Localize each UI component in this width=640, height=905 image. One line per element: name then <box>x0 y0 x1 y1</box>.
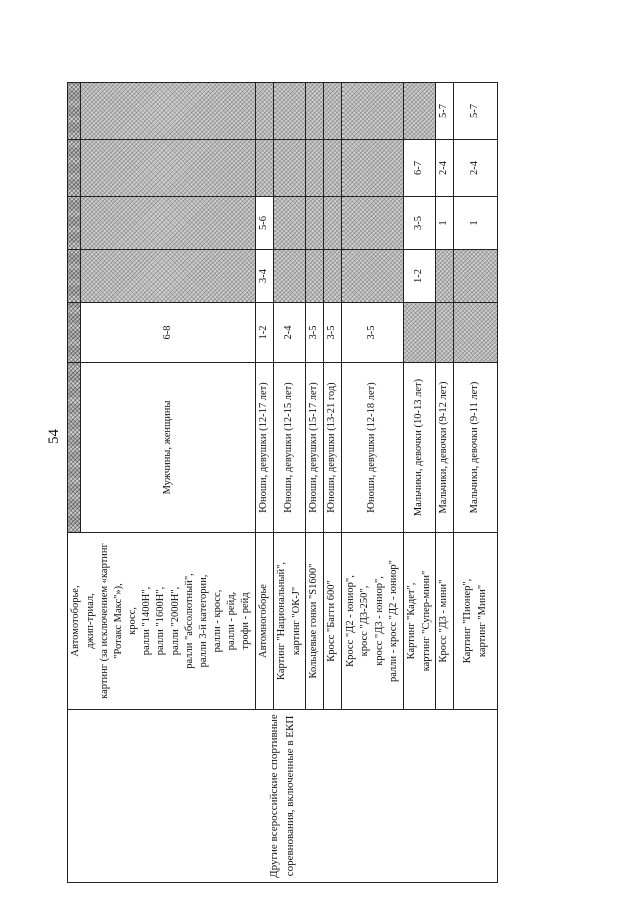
discipline-line: ралли - кросс, <box>212 589 224 653</box>
discipline-line: кросс, <box>127 607 139 635</box>
header-shade-cell <box>68 303 81 363</box>
discipline-line: ралли 3-й категории, <box>197 574 209 668</box>
discipline-line: Кольцевые гонки "S1600" <box>308 563 320 679</box>
discipline-line: Кросс "Д3 - мини" <box>438 579 450 663</box>
header-shade-cell <box>68 197 81 250</box>
rank-cell <box>324 140 342 197</box>
rank-cell: 3-5 <box>324 303 342 363</box>
discipline-line: ралли - кросс "Д2 - юниор" <box>387 560 399 682</box>
rank-cell <box>454 250 498 303</box>
rank-cell: 5-7 <box>454 83 498 140</box>
header-shade-cell <box>68 140 81 197</box>
rank-cell: 1-2 <box>404 250 436 303</box>
group-cell: Мужчины, женщины <box>81 363 256 533</box>
group-cell: Юноши, девушки (13-21 год) <box>324 363 342 533</box>
rank-cell: 3-5 <box>306 303 324 363</box>
rank-cell <box>306 140 324 197</box>
category-label: Другие всероссийские спортивные соревнования, включенные в ЕКП <box>268 714 296 878</box>
discipline-line: Картинг "Кадет", <box>406 582 418 660</box>
group-cell: Мальчики, девочки (10-13 лет) <box>404 363 436 533</box>
rank-cell: 5-7 <box>436 83 454 140</box>
discipline-line: картинг "Супер-мини" <box>420 570 432 672</box>
rank-cell: 1 <box>436 197 454 250</box>
rank-cell <box>306 250 324 303</box>
rank-cell <box>342 197 404 250</box>
rank-cell <box>342 250 404 303</box>
rank-cell <box>81 140 256 197</box>
rank-cell: 6-8 <box>81 303 256 363</box>
document-table-rotated <box>67 83 497 883</box>
rank-cell: 3-5 <box>342 303 404 363</box>
rank-cell: 1 <box>454 197 498 250</box>
discipline-line: Кросс "Д2 - юниор", <box>345 575 357 667</box>
rank-cell <box>324 83 342 140</box>
discipline-line: ралли "2000Н", <box>169 586 181 656</box>
discipline-line: Картинг "Пионер", <box>462 578 474 664</box>
discipline-line: "Ротакс Макс"»), <box>112 583 124 659</box>
rank-cell <box>274 83 306 140</box>
rank-cell <box>274 140 306 197</box>
rank-cell: 2-4 <box>274 303 306 363</box>
rank-cell <box>404 303 436 363</box>
group-cell: Мальчики, девочки (9-12 лет) <box>436 363 454 533</box>
discipline-line: картинг "Мини" <box>476 584 488 658</box>
discipline-cell <box>306 533 324 710</box>
classification-table <box>67 82 498 883</box>
rank-cell: 2-4 <box>436 140 454 197</box>
discipline-line: кросс "Д3-250", <box>359 585 371 657</box>
discipline-line: Кросс "Багги 600" <box>326 580 338 662</box>
rank-cell <box>342 83 404 140</box>
group-cell: Юноши, девушки (15-17 лет) <box>306 363 324 533</box>
category-cell <box>68 710 498 883</box>
rank-cell <box>404 83 436 140</box>
discipline-line: картинг "ОК-J" <box>290 586 302 656</box>
discipline-cell <box>342 533 404 710</box>
rank-cell: 6-7 <box>404 140 436 197</box>
discipline-cell <box>256 533 274 710</box>
discipline-line: кросс "Д3 - юниор", <box>373 576 385 666</box>
header-shade-cell <box>68 363 81 533</box>
discipline-line: картинг (за исключением «картинг <box>98 543 110 699</box>
group-cell: Мальчики, девочки (9-11 лет) <box>454 363 498 533</box>
discipline-line: Автомногоборье <box>258 584 270 658</box>
rank-cell <box>256 140 274 197</box>
discipline-cell <box>404 533 436 710</box>
discipline-line: ралли "1400Н", <box>141 586 153 656</box>
discipline-cell <box>454 533 498 710</box>
group-cell: Юноши, девушки (12-15 лет) <box>274 363 306 533</box>
discipline-line: Автомотоборье, <box>70 585 82 657</box>
rank-cell <box>306 197 324 250</box>
page-number: 54 <box>46 429 62 444</box>
discipline-line: ралли - рейд, <box>226 591 238 651</box>
rank-cell <box>306 83 324 140</box>
rank-cell <box>274 250 306 303</box>
rank-cell: 1-2 <box>256 303 274 363</box>
discipline-line: джип-триал, <box>84 593 96 649</box>
discipline-line: трофи - рейд <box>240 592 252 650</box>
rank-cell <box>274 197 306 250</box>
rank-cell: 3-5 <box>404 197 436 250</box>
discipline-cell <box>274 533 306 710</box>
rank-cell <box>436 250 454 303</box>
rank-cell <box>324 250 342 303</box>
rank-cell <box>436 303 454 363</box>
header-shade-cell <box>68 250 81 303</box>
rank-cell: 3-4 <box>256 250 274 303</box>
header-shade-cell <box>68 83 81 140</box>
rank-cell <box>81 197 256 250</box>
discipline-cell <box>436 533 454 710</box>
rank-cell <box>324 197 342 250</box>
discipline-line: ралли "1600Н", <box>155 586 167 656</box>
rank-cell <box>454 303 498 363</box>
rank-cell <box>342 140 404 197</box>
discipline-cell <box>324 533 342 710</box>
group-cell: Юноши, девушки (12-17 лет) <box>256 363 274 533</box>
rank-cell <box>256 83 274 140</box>
rank-cell: 2-4 <box>454 140 498 197</box>
rank-cell <box>81 83 256 140</box>
discipline-line: ралли "абсолютный", <box>183 573 195 669</box>
group-cell: Юноши, девушки (12-18 лет) <box>342 363 404 533</box>
rank-cell: 5-6 <box>256 197 274 250</box>
discipline-line: Картинг "Национальный", <box>276 561 288 681</box>
discipline-cell <box>68 533 256 710</box>
rank-cell <box>81 250 256 303</box>
